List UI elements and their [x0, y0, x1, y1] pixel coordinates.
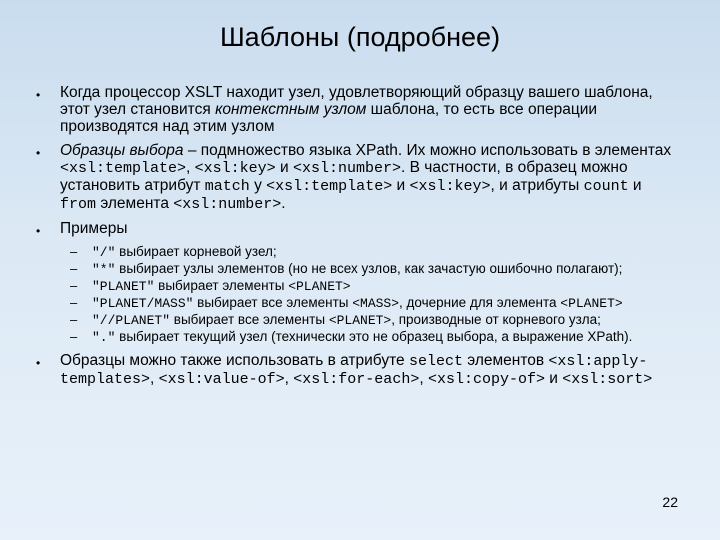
- list-item: – "*" выбирает узлы элементов (но не всех узлов, как зачастую ошибочно полагают);: [70, 261, 623, 277]
- dash-marker: –: [70, 295, 78, 310]
- list-item: – "//PLANET" выбирает все элементы <PLANET>, производные от корневого узла;: [70, 312, 601, 328]
- bullet-item: [36, 220, 676, 238]
- slide-content: [36, 84, 676, 388]
- examples-list: [36, 244, 676, 346]
- dash-marker: –: [70, 329, 78, 344]
- dash-marker: –: [70, 261, 78, 276]
- bullet-dot: •: [36, 224, 41, 238]
- bullet-text: Образцы выбора – подмножество языка XPath. Их можно использовать в элементах <xsl:template>, <xsl:key> и <xsl:number>. В частности, в образец можно установить атрибут match у <xsl:template> и <xsl:key>, и атрибуты count и from элемента <xsl:number>.: [60, 142, 672, 213]
- bullet-item: [36, 142, 676, 213]
- bullet-dot: •: [36, 356, 41, 370]
- slide-title: Шаблоны (подробнее): [219, 22, 501, 52]
- list-item: – "PLANET/MASS" выбирает все элементы <MASS>, дочерние для элемента <PLANET>: [70, 295, 623, 311]
- list-item: – "/" выбирает корневой узел;: [70, 244, 277, 260]
- bullet-item: [36, 352, 676, 388]
- bullet-text: Когда процессор XSLT находит узел, удовлетворяющий образцу вашего шаблона, этот узел становится контекстным узлом шаблона, то есть все операции производятся над этим узлом: [60, 84, 653, 135]
- dash-marker: –: [70, 312, 78, 327]
- bullet-text: Образцы можно также использовать в атрибуте select элементов <xsl:apply-templates>, <xsl:value-of>, <xsl:for-each>, <xsl:copy-of> и <xsl:sort>: [60, 352, 653, 388]
- emphasis: контекстным узлом: [215, 101, 367, 118]
- bullet-dot: •: [36, 146, 41, 160]
- page-number: 22: [662, 494, 678, 510]
- emphasis: Образцы выбора: [60, 142, 184, 159]
- dash-marker: –: [70, 244, 78, 259]
- bullet-item: [36, 84, 676, 135]
- bullet-text: Примеры: [60, 220, 128, 237]
- bullet-dot: •: [36, 88, 41, 102]
- list-item: – "." выбирает текущий узел (технически это не образец выбора, а выражение XPath).: [70, 329, 633, 345]
- list-item: – "PLANET" выбирает элементы <PLANET>: [70, 278, 351, 294]
- dash-marker: –: [70, 278, 78, 293]
